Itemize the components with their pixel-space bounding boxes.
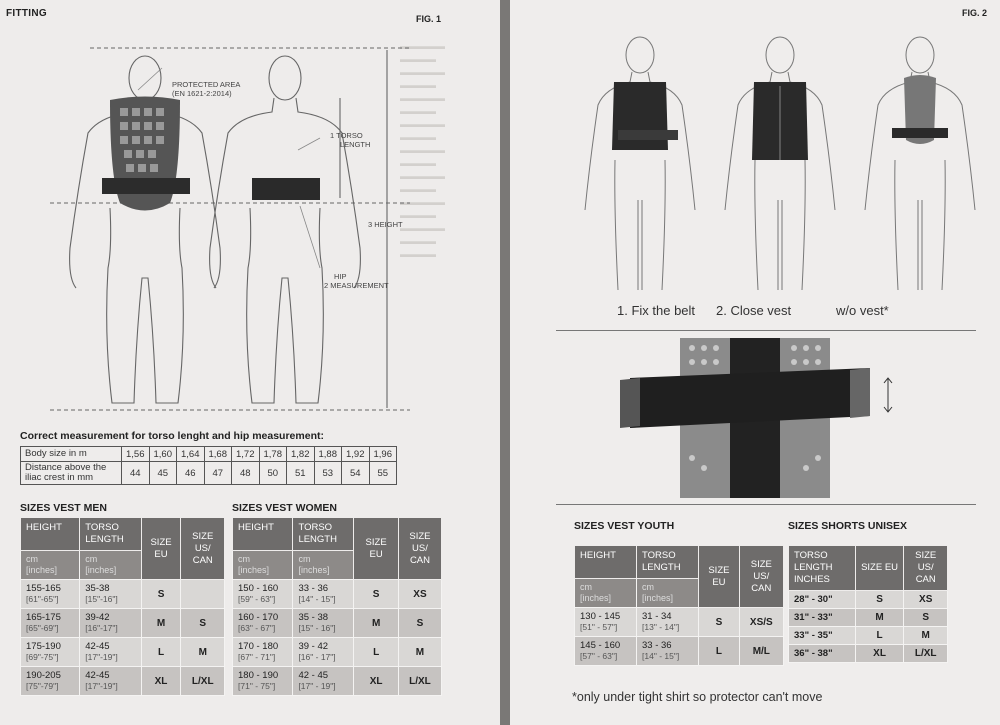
table-row xyxy=(575,637,784,666)
table-cell: 1,78 xyxy=(259,447,287,462)
unit-inches: [inches] xyxy=(238,565,270,575)
vest-youth-table xyxy=(574,545,784,666)
size-eu-cell: M xyxy=(354,609,399,638)
col-size-us: SIZE US/ CAN xyxy=(181,518,225,580)
torso-in: [16"-17"] xyxy=(85,623,118,633)
height-cell xyxy=(233,667,293,696)
unit-inches: [inches] xyxy=(26,565,58,575)
belt-detail-illustration xyxy=(620,338,900,498)
height-cell xyxy=(233,638,293,667)
table-cell: 1,60 xyxy=(149,447,177,462)
size-us-cell: S xyxy=(181,609,225,638)
size-eu-cell: L xyxy=(699,637,739,666)
size-us-cell: S xyxy=(904,609,948,627)
height-in: [65"-69"] xyxy=(26,623,59,633)
table-cell: 1,64 xyxy=(177,447,205,462)
caption-fix-belt: 1. Fix the belt xyxy=(617,303,696,318)
torso-cell xyxy=(80,667,141,696)
height-cm: 160 - 170 xyxy=(238,612,279,623)
table-cell: 1,56 xyxy=(122,447,150,462)
size-eu-cell: M xyxy=(855,609,904,627)
size-us-cell xyxy=(181,580,225,609)
size-us-cell: L/XL xyxy=(398,667,441,696)
size-eu-cell: L xyxy=(141,638,181,667)
table-row xyxy=(233,609,442,638)
protected-area-standard: (EN 1621-2:2014) xyxy=(172,89,232,98)
col-torso: TORSO LENGTH xyxy=(293,518,354,551)
torso-cell xyxy=(293,638,354,667)
table-row xyxy=(789,645,948,663)
height-cm: 190-205 xyxy=(26,670,61,681)
torso-cell xyxy=(637,637,699,666)
size-eu-cell: XL xyxy=(141,667,181,696)
height-cm: 155-165 xyxy=(26,583,61,594)
col-size-eu: SIZE EU xyxy=(141,518,181,580)
table-row xyxy=(21,638,225,667)
height-label xyxy=(368,220,403,229)
fig-label: FIG. 1 xyxy=(416,14,442,24)
torso-in: [14" - 15"] xyxy=(298,594,336,604)
torso-in: [13" - 14"] xyxy=(642,622,680,632)
col-height: HEIGHT xyxy=(233,518,293,551)
shorts-unisex-title: SIZES SHORTS UNISEX xyxy=(788,520,908,532)
unit-torso xyxy=(80,551,141,580)
unit-height xyxy=(575,579,637,608)
height-cell xyxy=(21,580,80,609)
right-page xyxy=(510,0,1000,725)
page-header: FITTING xyxy=(6,8,47,19)
height-cm: 170 - 180 xyxy=(238,641,279,652)
unit-cm: cm xyxy=(642,582,655,592)
range-cell: 36" - 38" xyxy=(789,645,856,663)
table-cell: 54 xyxy=(342,462,370,485)
table-cell: 1,68 xyxy=(204,447,232,462)
torso-cm: 42 - 45 xyxy=(298,670,329,681)
height-cm: 180 - 190 xyxy=(238,670,279,681)
table-row xyxy=(233,580,442,609)
table-row xyxy=(21,447,397,462)
height-in: [61"-65"] xyxy=(26,594,59,604)
torso-in: [14" - 15"] xyxy=(642,651,680,661)
table-cell: 1,72 xyxy=(232,447,260,462)
height-cell xyxy=(21,667,80,696)
table-row xyxy=(21,667,225,696)
torso-cell xyxy=(80,609,141,638)
unit-inches: [inches] xyxy=(298,565,330,575)
torso-cm: 35-38 xyxy=(85,583,110,594)
table-cell: 53 xyxy=(314,462,342,485)
size-eu-cell: S xyxy=(141,580,181,609)
size-us-cell: M xyxy=(181,638,225,667)
height-in: [51" - 57"] xyxy=(580,622,618,632)
col-torso: TORSO LENGTH xyxy=(794,550,833,573)
table-cell: 1,92 xyxy=(342,447,370,462)
shorts-unisex-table xyxy=(788,545,948,663)
height-cell xyxy=(233,580,293,609)
size-us-cell: L/XL xyxy=(904,645,948,663)
unit-height xyxy=(21,551,80,580)
torso-cm: 42-45 xyxy=(85,641,110,652)
hip-text-2: MEASUREMENT xyxy=(330,281,389,290)
height-cm: 130 - 145 xyxy=(580,611,621,622)
unit-cm: cm xyxy=(580,582,592,592)
height-cm: 145 - 160 xyxy=(580,640,621,651)
height-cm: 175-190 xyxy=(26,641,61,652)
height-in: [67" - 71"] xyxy=(238,652,276,662)
torso-in: [17"-19"] xyxy=(85,681,118,691)
torso-length-text-2: LENGTH xyxy=(340,140,371,149)
divider xyxy=(556,504,976,505)
torso-cm: 39-42 xyxy=(85,612,110,623)
col-size-eu: SIZE EU xyxy=(354,518,399,580)
height-number: 3 xyxy=(368,220,373,229)
table-row xyxy=(789,609,948,627)
table-cell: 1,82 xyxy=(287,447,315,462)
col-height: HEIGHT xyxy=(21,518,80,551)
table-cell: 50 xyxy=(259,462,287,485)
col-torso: TORSO LENGTH xyxy=(637,546,699,579)
size-eu-cell: S xyxy=(855,591,904,609)
table-cell: 47 xyxy=(204,462,232,485)
table-cell: 1,88 xyxy=(314,447,342,462)
range-cell: 31" - 33" xyxy=(789,609,856,627)
footnote: *only under tight shirt so protector can't move xyxy=(572,690,823,704)
size-eu-cell: XL xyxy=(354,667,399,696)
vest-youth-title: SIZES VEST YOUTH xyxy=(574,520,675,532)
size-us-cell: XS/S xyxy=(739,608,783,637)
torso-cell xyxy=(293,580,354,609)
col-size-eu: SIZE EU xyxy=(699,546,739,608)
height-in: [59" - 63"] xyxy=(238,594,276,604)
size-us-cell: XS xyxy=(904,591,948,609)
table-row xyxy=(233,638,442,667)
unit-inches: [inches] xyxy=(580,593,612,603)
unit-cm: cm xyxy=(298,554,311,564)
torso-cell xyxy=(80,580,141,609)
size-us-cell: M xyxy=(398,638,441,667)
fig-label: FIG. 2 xyxy=(962,8,988,18)
unit-inches: [inches] xyxy=(85,565,117,575)
row-label: Body size in m xyxy=(21,447,122,462)
size-eu-cell: S xyxy=(354,580,399,609)
size-us-cell: XS xyxy=(398,580,441,609)
torso-cell xyxy=(637,608,699,637)
table-cell: 46 xyxy=(177,462,205,485)
height-cell xyxy=(233,609,293,638)
height-cell xyxy=(21,609,80,638)
size-eu-cell: M xyxy=(141,609,181,638)
size-eu-cell: L xyxy=(855,627,904,645)
col-size-us: SIZE US/ CAN xyxy=(398,518,441,580)
table-cell: 44 xyxy=(122,462,150,485)
size-eu-cell: S xyxy=(699,608,739,637)
range-cell: 28" - 30" xyxy=(789,591,856,609)
table-row xyxy=(21,462,397,485)
unit-cm: cm xyxy=(238,554,250,564)
table-row xyxy=(575,608,784,637)
protected-area-label xyxy=(172,80,240,98)
vest-men-title: SIZES VEST MEN xyxy=(20,502,107,514)
size-eu-cell: L xyxy=(354,638,399,667)
unit-height xyxy=(233,551,293,580)
vest-women-title: SIZES VEST WOMEN xyxy=(232,502,338,514)
col-torso-inches xyxy=(789,546,856,591)
torso-cm: 31 - 34 xyxy=(642,611,672,622)
protected-area-text: PROTECTED AREA xyxy=(172,80,241,89)
caption-close-vest: 2. Close vest xyxy=(716,303,792,318)
torso-cell xyxy=(80,638,141,667)
table-row xyxy=(21,580,225,609)
table-cell: 45 xyxy=(149,462,177,485)
size-us-cell: S xyxy=(398,609,441,638)
hip-label xyxy=(324,272,389,290)
torso-in: [17" - 19"] xyxy=(298,681,336,691)
row-label: Distance above the iliac crest in mm xyxy=(21,462,122,485)
header-row xyxy=(21,518,225,551)
table-row xyxy=(233,667,442,696)
torso-cm: 42-45 xyxy=(85,670,110,681)
height-in: [69"-75"] xyxy=(26,652,59,662)
unit-torso xyxy=(637,579,699,608)
torso-length-text: TORSO xyxy=(336,131,363,140)
torso-in: [16" - 17"] xyxy=(298,652,336,662)
torso-in: [15" - 16"] xyxy=(298,623,336,633)
torso-cm: 35 - 38 xyxy=(298,612,329,623)
torso-cm: 33 - 36 xyxy=(298,583,329,594)
torso-cell xyxy=(293,609,354,638)
size-eu-cell: XL xyxy=(855,645,904,663)
hip-text: HIP xyxy=(334,272,347,281)
unit-torso xyxy=(293,551,354,580)
col-size-us: SIZE US/ CAN xyxy=(739,546,783,608)
height-cm: 150 - 160 xyxy=(238,583,279,594)
height-cell xyxy=(575,608,637,637)
header-row xyxy=(233,518,442,551)
height-cm: 165-175 xyxy=(26,612,61,623)
unit-cm: cm xyxy=(85,554,98,564)
measurement-title: Correct measurement for torso lenght and hip measurement: xyxy=(20,430,324,442)
torso-in: [15"-16"] xyxy=(85,594,118,604)
table-row xyxy=(21,609,225,638)
vest-fitting-illustration xyxy=(570,30,990,300)
col-inches: INCHES xyxy=(794,574,830,585)
height-cell xyxy=(575,637,637,666)
height-text: HEIGHT xyxy=(374,220,403,229)
caption-without-vest: w/o vest* xyxy=(836,303,889,318)
torso-length-number: 1 xyxy=(330,131,335,140)
table-cell: 1,96 xyxy=(369,447,397,462)
measurement-table xyxy=(20,446,397,485)
vest-men-table xyxy=(20,517,225,696)
header-row xyxy=(789,546,948,591)
height-in: [57" - 63"] xyxy=(580,651,618,661)
torso-cm: 39 - 42 xyxy=(298,641,329,652)
torso-cell xyxy=(293,667,354,696)
torso-in: [17"-19"] xyxy=(85,652,118,662)
size-us-cell: M xyxy=(904,627,948,645)
col-torso: TORSO LENGTH xyxy=(80,518,141,551)
torso-length-label xyxy=(330,131,370,149)
divider xyxy=(556,330,976,331)
table-row xyxy=(789,627,948,645)
height-cell xyxy=(21,638,80,667)
size-us-cell: M/L xyxy=(739,637,783,666)
size-us-cell: L/XL xyxy=(181,667,225,696)
vest-women-table xyxy=(232,517,442,696)
col-size-eu: SIZE EU xyxy=(855,546,904,591)
unit-inches: [inches] xyxy=(642,593,674,603)
height-in: [71" - 75"] xyxy=(238,681,276,691)
header-row xyxy=(575,546,784,579)
unit-cm: cm xyxy=(26,554,38,564)
col-height: HEIGHT xyxy=(575,546,637,579)
torso-cm: 33 - 36 xyxy=(642,640,672,651)
height-in: [75"-79"] xyxy=(26,681,59,691)
show-through-text: ▬▬▬▬▬ ▬▬▬▬ ▬▬▬▬▬ ▬▬▬▬ ▬▬▬▬▬ ▬▬▬▬ ▬▬▬▬▬ ▬▬▬▬ ▬▬▬▬▬ ▬▬▬▬ ▬▬▬▬▬ ▬▬▬▬ ▬▬▬▬▬ ▬▬▬▬ ▬▬▬▬▬ ▬▬▬▬ ▬▬▬▬ xyxy=(400,41,445,259)
table-cell: 51 xyxy=(287,462,315,485)
table-row xyxy=(789,591,948,609)
hip-number: 2 xyxy=(324,281,329,290)
table-cell: 48 xyxy=(232,462,260,485)
range-cell: 33" - 35" xyxy=(789,627,856,645)
height-in: [63" - 67"] xyxy=(238,623,276,633)
col-size-us: SIZE US/ CAN xyxy=(904,546,948,591)
table-cell: 55 xyxy=(369,462,397,485)
